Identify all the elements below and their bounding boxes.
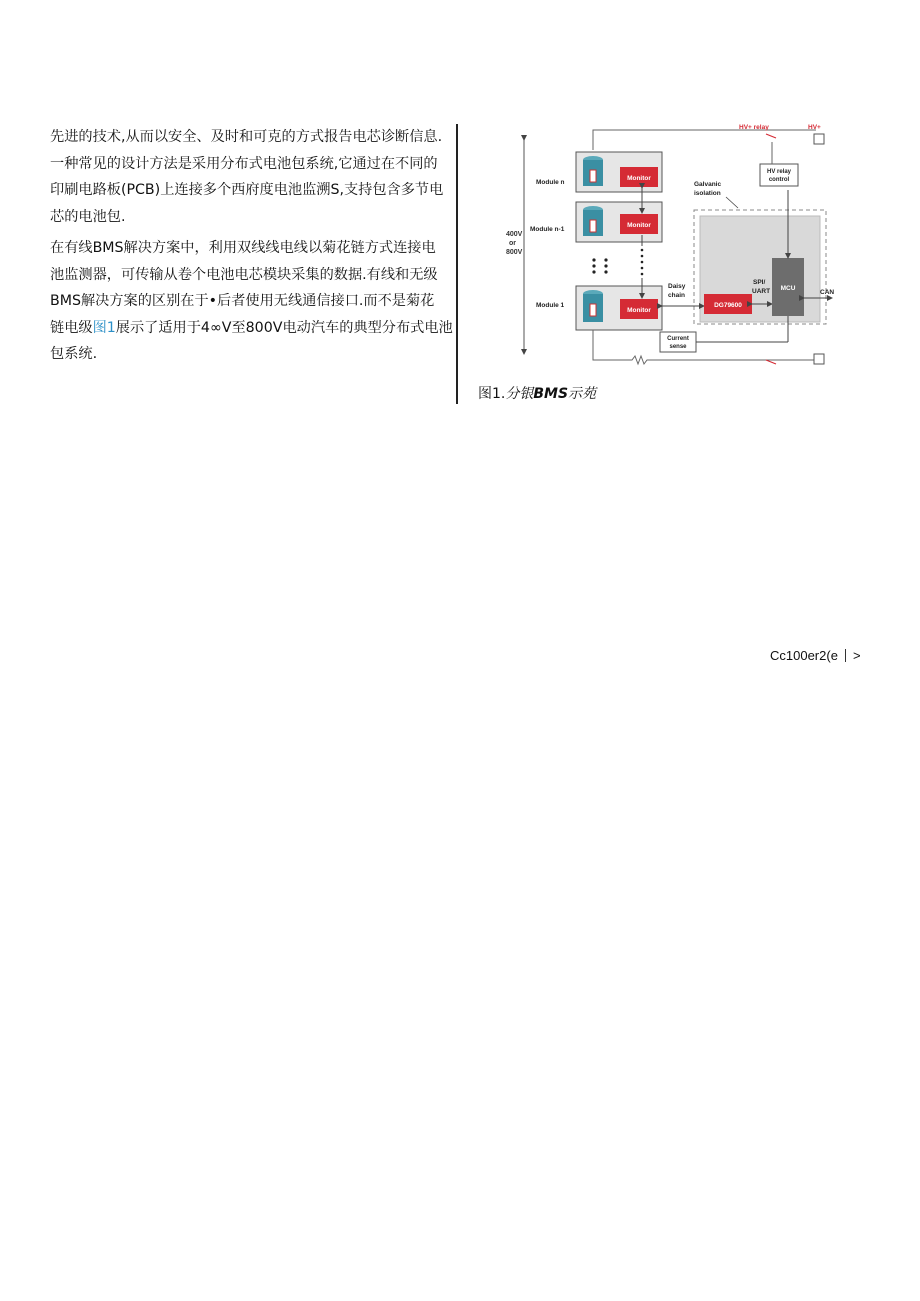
- monitor-label: Monitor: [627, 175, 651, 182]
- return-wire: [593, 330, 814, 364]
- caption-middle: 分银: [505, 386, 534, 402]
- caption-suffix: 示苑: [568, 386, 597, 402]
- text-line: 先进的技术,从而以安全、及时和可克的方式报告电芯诊断信息.: [50, 129, 443, 145]
- cell-indicator: [590, 304, 596, 316]
- module-label: Module n-1: [530, 226, 565, 233]
- chip-label: DG79600: [714, 302, 742, 309]
- figure-1-link[interactable]: 图1: [92, 319, 116, 336]
- galvanic-pointer: [726, 197, 738, 208]
- text-line: 池监测器，可传输从卷个电池电芯模块采集的数据.有线和无级: [50, 266, 438, 283]
- text-fragment: 链电级: [50, 319, 93, 336]
- paragraph-2: [50, 235, 453, 368]
- ellipsis-dots: [592, 249, 643, 276]
- mcu-label: MCU: [780, 285, 796, 292]
- text-line: [50, 315, 453, 342]
- bms-diagram: [476, 118, 836, 376]
- daisy-label: Daisy: [668, 283, 686, 290]
- hv-minus-relay: [766, 360, 776, 364]
- text-line: 包系统.: [50, 346, 98, 362]
- monitor-label: Monitor: [627, 222, 651, 229]
- text-fragment: 展示了适用于4∞V至800V电动汽车的典型分布式电池: [115, 319, 453, 336]
- voltage-label: 400V: [506, 231, 523, 238]
- voltage-label: 800V: [506, 249, 523, 256]
- galvanic-label: isolation: [694, 190, 721, 197]
- spi-label: SPI/: [753, 279, 766, 286]
- caption-prefix: 图1.: [478, 386, 506, 402]
- galvanic-label: Galvanic: [694, 181, 722, 188]
- module-label: Module 1: [536, 302, 565, 309]
- hv-relay-control-label: control: [768, 177, 790, 183]
- hv-relay-label: HV+ relay: [739, 124, 769, 131]
- current-sense-label: Current: [667, 336, 689, 342]
- text-line: BMS解决方案的区别在于•后者使用无线通信接口.而不是菊花: [50, 293, 435, 309]
- cell-indicator: [590, 170, 596, 182]
- text-line: 在有线BMS解决方案中，利用双线线电线以菊花链方式连接电: [50, 240, 436, 256]
- text-line: 印刷电路板(PCB)上连接多个西府度电池监溯S,支持包含多节电: [50, 182, 444, 198]
- footer-separator: [845, 649, 846, 662]
- hv-relay-control-label: HV relay: [766, 169, 792, 175]
- can-label: CAN: [820, 289, 835, 296]
- cell-indicator: [590, 220, 596, 232]
- footer-text: Cc100er2(e: [770, 648, 838, 663]
- daisy-label: chain: [668, 292, 685, 299]
- paragraph-1: [50, 124, 446, 230]
- spi-label: UART: [752, 288, 771, 295]
- column-divider: [456, 124, 458, 404]
- monitor-label: Monitor: [627, 307, 651, 314]
- figure-caption: [478, 383, 596, 403]
- hv-plus-label: HV+: [808, 124, 821, 131]
- bms-diagram-svg: [476, 118, 836, 376]
- next-page-arrow-icon[interactable]: >: [852, 648, 861, 663]
- hv-terminal: [814, 134, 824, 144]
- hv-wire: [593, 130, 816, 150]
- hv-terminal: [814, 354, 824, 364]
- voltage-label: or: [509, 240, 516, 247]
- current-sense-label: sense: [669, 344, 687, 350]
- caption-bold: BMS: [533, 386, 569, 402]
- page-footer: [770, 648, 861, 663]
- text-line: 芯的电池包.: [50, 208, 126, 225]
- module-label: Module n: [536, 179, 565, 186]
- text-line: 一种常见的设计方法是采用分布式电池包系统,它通过在不同的: [50, 155, 438, 172]
- hv-relay-switch: [766, 134, 776, 138]
- article-text: [50, 124, 453, 373]
